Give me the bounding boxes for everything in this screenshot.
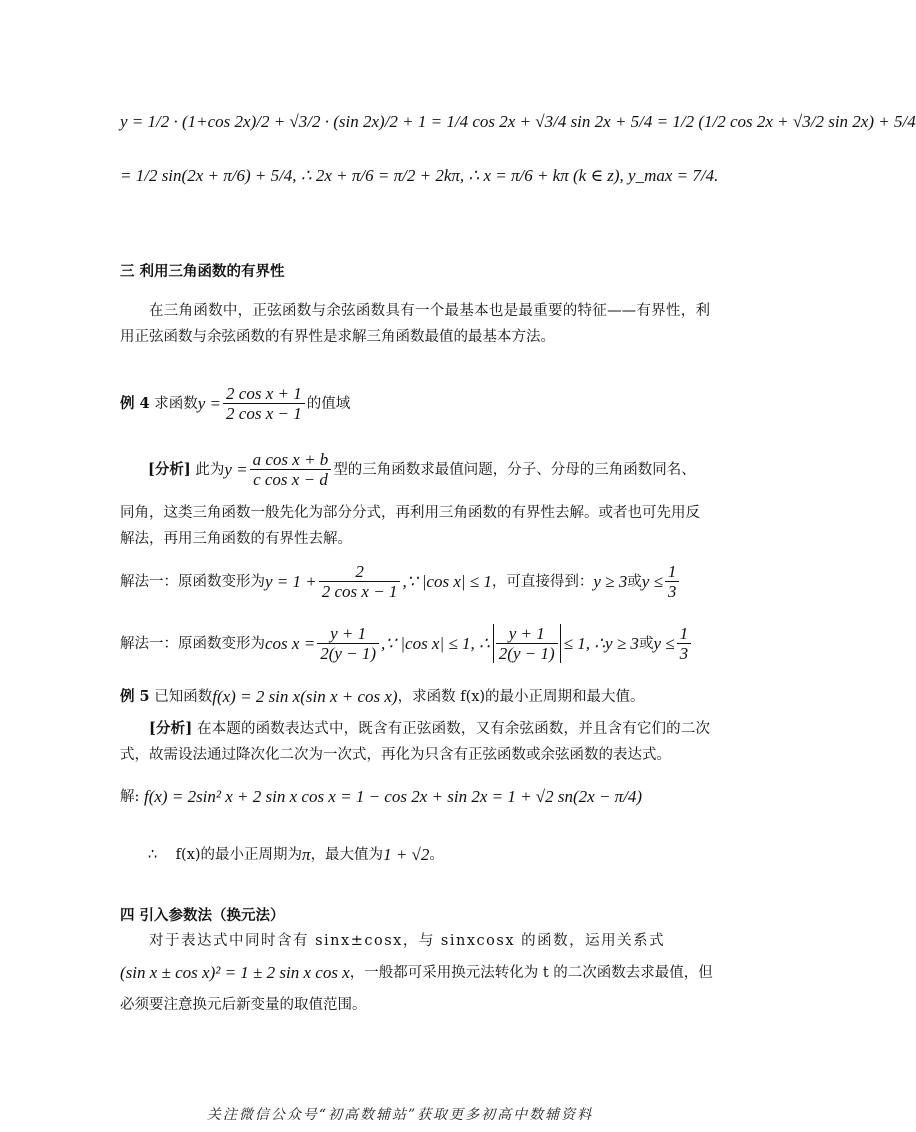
section-3-heading: 三 利用三角函数的有界性 bbox=[120, 263, 285, 280]
example-4-solution-1: 解法一：原函数变形为 y = 1 + $\frac{2}{\text{2 cos x − 1}}$ ,∵ |cos x| ≤ 1 ，可直接得到： y ≥ 3 或 y ≤ $\frac{1}{3}$ bbox=[120, 562, 710, 601]
formula-line-2: = 1/2 sin(2x + π/6) + 5/4, ∴ 2x + π/6 = π/2 + 2kπ, ∴ x = π/6 + kπ (k ∈ z), y_max = 7/4. bbox=[120, 166, 719, 185]
example-4-analysis: [分析] 此为 y = $\frac{\text{a cos x + b}}{\text{c cos x − d}}$ 型的三角函数求最值问题，分子、分母的三角函数同名、 bbox=[148, 450, 696, 489]
example-5-conclusion: ∴ f(x)的最小正周期为 π ，最大值为 1 + √2 。 bbox=[148, 845, 444, 864]
example-4-solution-2: 解法一：原函数变形为 cos x = $\frac{y + 1}{2(y - 1)}$ ,∵ |cos x| ≤ 1, ∴ $\frac{y + 1}{2(y - 1)}$ ≤ 1, ∴ y ≥ 3 或 y ≤ $\frac{1}{3}$ bbox=[120, 624, 710, 663]
example-5-solution: 解: f(x) = 2sin² x + 2 sin x cos x = 1 − cos 2x + sin 2x = 1 + √2 sn(2x − π/4) bbox=[120, 787, 643, 806]
section-4-line-3: 必须要注意换元后新变量的取值范围。 bbox=[120, 997, 367, 1013]
section-4-heading: 四 引入参数法（换元法） bbox=[120, 907, 285, 924]
example-5-statement: 例 5 已知函数 f(x) = 2 sin x(sin x + cos x) ，求函数 f(x)的最小正周期和最大值。 bbox=[120, 684, 710, 710]
formula-line-1: y = 1/2 · (1+cos 2x)/2 + √3/2 · (sin 2x)/2 + 1 = 1/4 cos 2x + √3/4 sin 2x + 5/4 = 1/2 (1/2 cos 2x + √3/2 sin 2x) + 5/4 bbox=[120, 112, 916, 131]
example-4-fraction: $\frac{\text{2 cos x + 1}}{\text{2 cos x − 1}}$ bbox=[223, 384, 305, 423]
example-5-analysis: [分析] 在本题的函数表达式中，既含有正弦函数，又有余弦函数，并且含有它们的二次式，故需设法通过降次化二次为一次式，再化为只含有正弦函数或余弦函数的表达式。 bbox=[120, 720, 711, 763]
example-4-analysis-cont: 同角，这类三角函数一般先化为部分分式，再利用三角函数的有界性去解。或者也可先用反解法，再用三角函数的有界性去解。 bbox=[120, 505, 700, 547]
example-4-statement: 例 4 求函数 y = $\frac{\text{2 cos x + 1}}{\text{2 cos x − 1}}$ 的值域 bbox=[120, 384, 351, 423]
example-5-label: 例 5 bbox=[120, 688, 150, 705]
section-4-line-2: (sin x ± cos x)² = 1 ± 2 sin x cos x ，一般都可采用换元法转化为 t 的二次函数去求最值，但 bbox=[120, 963, 713, 982]
section-3-intro: 在三角函数中，正弦函数与余弦函数具有一个最基本也是最重要的特征——有界性，利用正弦函数与余弦函数的有界性是求解三角函数最值的最基本方法。 bbox=[120, 303, 710, 345]
section-4-line-1: 对于表达式中同时含有 sinx±cosx，与 sinxcosx 的函数，运用关系式 bbox=[149, 933, 666, 949]
page-footer: 关注微信公众号“初高数辅站”获取更多初高中数辅资料 bbox=[206, 1107, 594, 1123]
example-4-label: 例 4 bbox=[120, 394, 150, 412]
